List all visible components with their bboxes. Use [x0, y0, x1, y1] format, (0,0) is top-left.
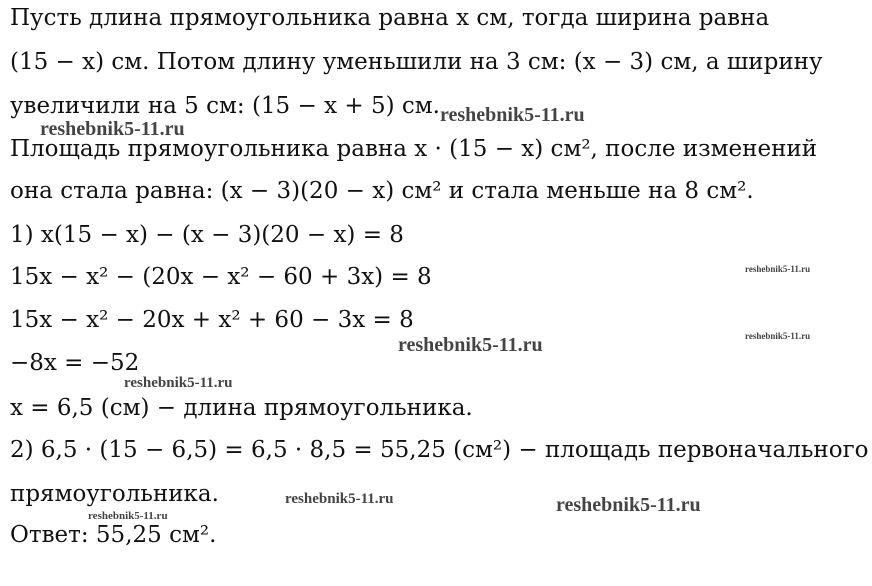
text-line-5: она стала равна: (x − 3)(20 − x) см² и стала меньше на 8 см². — [10, 178, 754, 204]
area-line-end: прямоугольника. — [10, 481, 219, 507]
watermark-3: reshebnik5-11.ru — [745, 264, 811, 274]
watermark-7: reshebnik5-11.ru — [285, 491, 394, 507]
watermark-4: reshebnik5-11.ru — [745, 331, 811, 341]
watermark-6: reshebnik5-11.ru — [124, 375, 233, 391]
text-line-4: Площадь прямоугольника равна x · (15 − x) см², после изменений — [10, 136, 818, 162]
text-line-2: (15 − x) см. Потом длину уменьшили на 3 см: (x − 3) см, а ширину — [10, 49, 823, 75]
equation-line-3: 15x − x² − 20x + x² + 60 − 3x = 8 — [10, 307, 414, 333]
answer-line: Ответ: 55,25 см². — [10, 522, 217, 548]
watermark-5: reshebnik5-11.ru — [398, 334, 543, 356]
equation-line-2: 15x − x² − (20x − x² − 60 + 3x) = 8 — [10, 264, 432, 290]
text-line-3: увеличили на 5 см: (15 − x + 5) см. — [10, 93, 440, 119]
watermark-8: reshebnik5-11.ru — [556, 494, 701, 516]
watermark-1: reshebnik5-11.ru — [440, 104, 585, 126]
result-line: x = 6,5 (см) − длина прямоугольника. — [10, 395, 473, 421]
equation-line-4: −8x = −52 — [10, 350, 140, 376]
equation-line-1: 1) x(15 − x) − (x − 3)(20 − x) = 8 — [10, 222, 404, 248]
watermark-9: reshebnik5-11.ru — [88, 510, 168, 522]
area-line: 2) 6,5 · (15 − 6,5) = 6,5 · 8,5 = 55,25 (см²) − площадь первоначального — [10, 437, 869, 463]
text-line-1: Пусть длина прямоугольника равна x см, тогда ширина равна — [10, 5, 770, 31]
watermark-2: reshebnik5-11.ru — [40, 118, 185, 140]
